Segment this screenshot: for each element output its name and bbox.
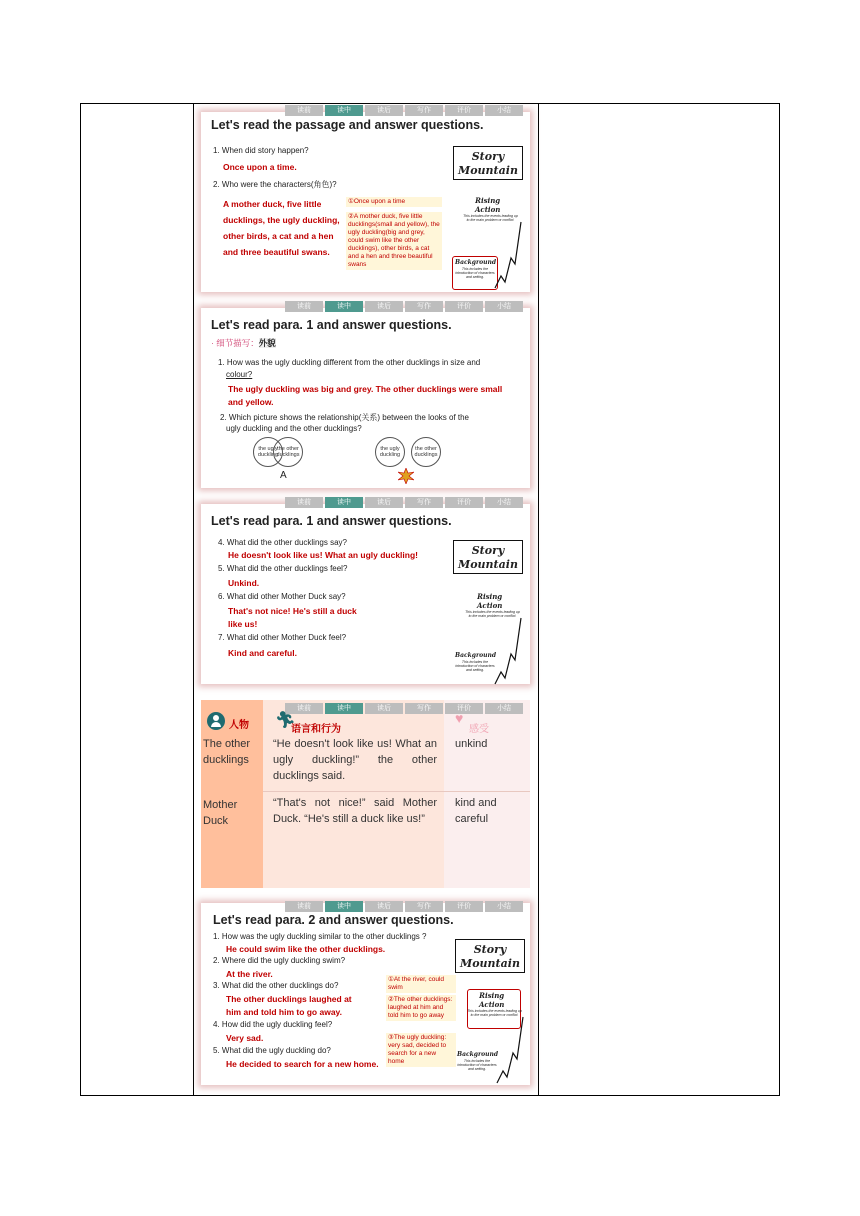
note-2: ②A mother duck, five little ducklings(small and yellow), the ugly duckling(big and grey, could swim like the other ducklings), other birds, a cat and a hen and three beautiful swans [346, 212, 442, 270]
note-3: ③The ugly duckling: very sad, decided to search for a new home [386, 1033, 456, 1067]
tab-evaluation[interactable]: 评价 [445, 497, 483, 508]
slide-2 [193, 300, 538, 496]
tab-writing[interactable]: 写作 [405, 105, 443, 116]
star-burst-icon [398, 468, 414, 484]
heart-icon: ♥ [455, 710, 464, 726]
header-feeling: 感受 [469, 724, 489, 735]
row2-character: Mother Duck [203, 799, 238, 827]
slide-title: Let's read para. 1 and answer questions. [211, 318, 452, 332]
tab-while-reading[interactable]: 读中 [325, 497, 363, 508]
tab-summary[interactable]: 小结 [485, 901, 523, 912]
answer-line: other birds, a cat and a hen [223, 231, 334, 241]
question-1: 1. How was the ugly duckling different from the other ducklings in size and [218, 358, 481, 367]
answer-2: At the river. [226, 969, 273, 979]
rising-desc: This includes the events leading up to the main problem or conflict. [463, 214, 518, 222]
background-label: Background [457, 1051, 499, 1058]
slide-title: Let's read para. 2 and answer questions. [213, 913, 454, 927]
tab-bar [285, 105, 523, 116]
answer-line: and three beautiful swans. [223, 247, 330, 257]
venn-b-right[interactable]: the other ducklings [411, 437, 441, 467]
slide-5 [193, 895, 538, 1093]
slide-4 [193, 696, 538, 892]
answer-5: He decided to search for a new home. [226, 1059, 379, 1069]
answer-line: ducklings, the ugly duckling, [223, 215, 340, 225]
answer-1: He could swim like the other ducklings. [226, 944, 386, 954]
row2-feeling: kind and careful [455, 797, 497, 825]
question-5: 5. What did the other ducklings feel? [218, 564, 348, 573]
tab-summary[interactable]: 小结 [485, 105, 523, 116]
slide-3 [193, 496, 538, 692]
row1-speech: “He doesn't look like us! What an ugly duckling!” the other ducklings said. [273, 738, 437, 782]
tab-evaluation[interactable]: 评价 [445, 301, 483, 312]
question-4: 4. What did the other ducklings say? [218, 538, 347, 547]
tab-pre-reading[interactable]: 读前 [285, 901, 323, 912]
tab-evaluation[interactable]: 评价 [445, 901, 483, 912]
story-mountain [453, 146, 523, 286]
rising-label: Rising Action [477, 592, 503, 610]
answer-3-cont: him and told him to go away. [226, 1007, 343, 1017]
story-mountain [455, 939, 525, 1079]
story-mountain-title: Story Mountain [453, 146, 523, 180]
question-1-cont: colour? [226, 370, 253, 379]
slide-1 [193, 104, 538, 300]
detail-tag: · 细节描写：外貌 [211, 338, 276, 348]
note-1: ①Once upon a time [346, 197, 442, 207]
row1-feeling: unkind [455, 738, 488, 750]
answer-5: Unkind. [228, 578, 260, 588]
question-7: 7. What did other Mother Duck feel? [218, 633, 347, 642]
rising-label: Rising Action [479, 991, 505, 1009]
question-5: 5. What did the ugly duckling do? [213, 1046, 331, 1055]
header-speech: 语言和行为 [291, 724, 341, 735]
mountain-line-icon [493, 218, 523, 290]
tab-evaluation[interactable]: 评价 [445, 703, 483, 714]
slide-title: Let's read para. 1 and answer questions. [211, 514, 452, 528]
answer-4: He doesn't look like us! What an ugly duckling! [228, 550, 418, 560]
note-2: ②The other ducklings: laughed at him and told him to go away [386, 995, 456, 1021]
option-a-label: A [280, 470, 287, 481]
answer-2 [223, 196, 340, 260]
tab-summary[interactable]: 小结 [485, 301, 523, 312]
tab-post-reading[interactable]: 读后 [365, 901, 403, 912]
question-6: 6. What did other Mother Duck say? [218, 592, 346, 601]
question-3: 3. What did the other ducklings do? [213, 981, 339, 990]
answer-1-cont: and yellow. [228, 397, 274, 407]
background-desc: This includes the introduction of characters and setting. [457, 1059, 497, 1071]
row2-speech: “That's not nice!” said Mother Duck. “He's still a duck like us!” [273, 797, 437, 825]
question-2: 2. Which picture shows the relationship(关系) between the looks of the [220, 413, 470, 422]
tab-while-reading[interactable]: 读中 [325, 703, 363, 714]
rising-label: Rising Action [475, 196, 501, 214]
answer-6: That's not nice! He's still a duck [228, 606, 357, 616]
tab-writing[interactable]: 写作 [405, 301, 443, 312]
slide-title: Let's read the passage and answer questions. [211, 118, 484, 132]
tab-writing[interactable]: 写作 [405, 901, 443, 912]
background-label: Background [455, 652, 497, 659]
answer-4: Very sad. [226, 1033, 264, 1043]
row1-character: The other ducklings [203, 738, 251, 766]
venn-a-left[interactable]: the ugly duckling [253, 437, 283, 467]
tab-post-reading[interactable]: 读后 [365, 301, 403, 312]
mountain-line-icon [495, 1013, 525, 1085]
answer-1: The ugly duckling was big and grey. The other ducklings were small [228, 384, 503, 394]
tab-pre-reading[interactable]: 读前 [285, 105, 323, 116]
question-2-cont: ugly duckling and the other ducklings? [226, 424, 362, 433]
question-2: 2. Who were the characters(角色)? [213, 180, 337, 189]
row-divider [263, 791, 530, 792]
tab-while-reading[interactable]: 读中 [325, 105, 363, 116]
question-1: 1. How was the ugly duckling similar to the other ducklings ? [213, 932, 427, 941]
rising-desc: This includes the events leading up to the main problem or conflict. [467, 1009, 522, 1017]
tab-post-reading[interactable]: 读后 [365, 105, 403, 116]
note-1: ①At the river, could swim [386, 975, 456, 993]
tab-while-reading[interactable]: 读中 [325, 901, 363, 912]
tab-bar [285, 497, 523, 508]
story-mountain-title: Story Mountain [455, 939, 525, 973]
column-divider-right [538, 104, 539, 1095]
question-2: 2. Where did the ugly duckling swim? [213, 956, 346, 965]
background-desc: This includes the introduction of characters and setting. [455, 660, 495, 672]
tab-bar [285, 301, 523, 312]
venn-a-right[interactable]: the other ducklings [273, 437, 303, 467]
story-mountain-title: Story Mountain [453, 540, 523, 574]
rising-desc: This includes the events leading up to the main problem or conflict. [465, 610, 520, 618]
tab-pre-reading[interactable]: 读前 [285, 703, 323, 714]
tab-post-reading[interactable]: 读后 [365, 703, 403, 714]
answer-line: A mother duck, five little [223, 199, 322, 209]
tab-summary[interactable]: 小结 [485, 497, 523, 508]
question-4: 4. How did the ugly duckling feel? [213, 1020, 333, 1029]
running-icon: 🏃︎ [275, 712, 296, 729]
venn-b-left[interactable]: the ugly duckling [375, 437, 405, 467]
tab-pre-reading[interactable]: 读前 [285, 497, 323, 508]
answer-7: Kind and careful. [228, 648, 297, 658]
tab-bar [285, 703, 523, 714]
background-label: Background [455, 259, 497, 266]
tab-writing[interactable]: 写作 [405, 497, 443, 508]
tab-while-reading[interactable]: 读中 [325, 301, 363, 312]
tab-post-reading[interactable]: 读后 [365, 497, 403, 508]
answer-3: The other ducklings laughed at [226, 994, 352, 1004]
story-mountain [453, 540, 523, 680]
tab-summary[interactable]: 小结 [485, 703, 523, 714]
answer-6-cont: like us! [228, 619, 258, 629]
answer-1: Once upon a time. [223, 162, 297, 172]
tab-bar [285, 901, 523, 912]
tab-pre-reading[interactable]: 读前 [285, 301, 323, 312]
question-1: 1. When did story happen? [213, 146, 309, 155]
tab-writing[interactable]: 写作 [405, 703, 443, 714]
person-icon [207, 712, 225, 730]
background-desc: This includes the introduction of characters and setting. [455, 267, 495, 279]
header-character: 人物 [229, 720, 249, 731]
mountain-line-icon [493, 614, 523, 686]
tab-evaluation[interactable]: 评价 [445, 105, 483, 116]
